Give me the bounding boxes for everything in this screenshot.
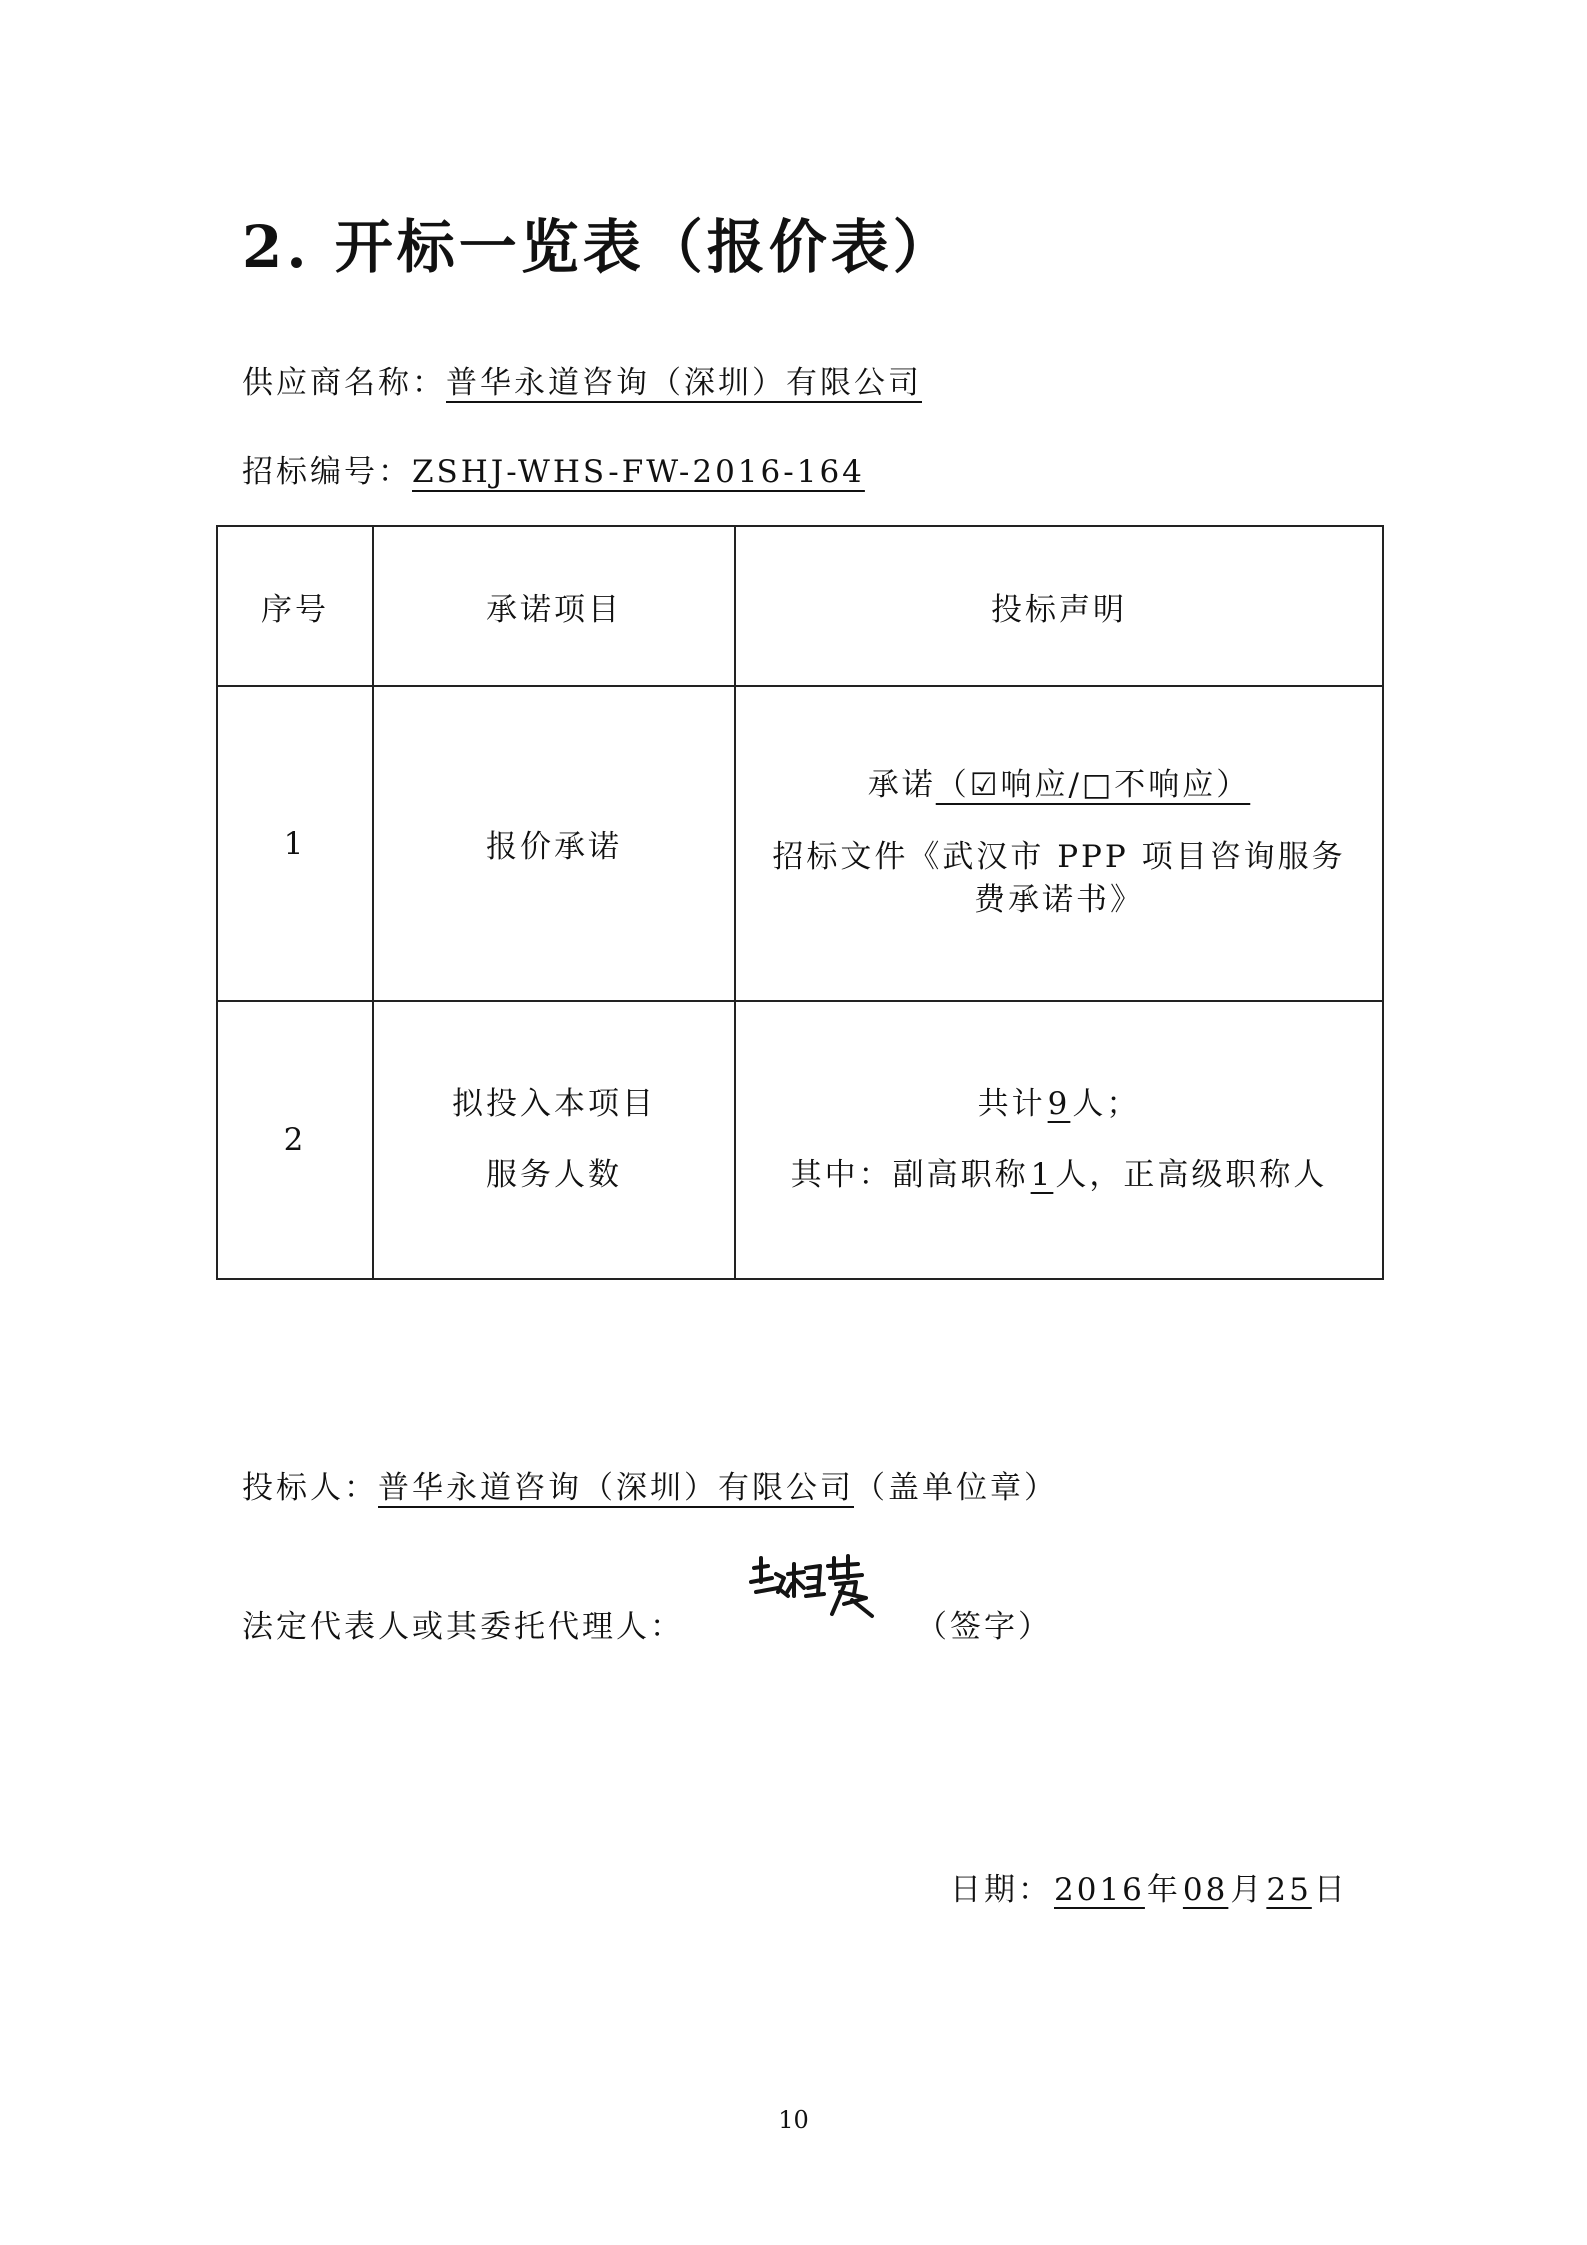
bid-number-label: 招标编号： <box>242 454 412 490</box>
staff-total-suffix: 人； <box>1072 1085 1141 1122</box>
staff-detail-suffix: 人，正高级职称人 <box>1055 1157 1328 1193</box>
date-line <box>950 1864 1348 1909</box>
signature-note: （签字） <box>916 1609 1052 1645</box>
row2-statement <box>735 1001 1383 1279</box>
bidder-name: 普华永道咨询（深圳）有限公司 <box>378 1470 854 1506</box>
bid-number-value: ZSHJ-WHS-FW-2016-164 <box>412 454 865 490</box>
date-day-unit: 日 <box>1313 1872 1348 1908</box>
supplier-label: 供应商名称： <box>242 365 446 401</box>
table-row <box>217 686 1383 1001</box>
staff-detail-line <box>754 1154 1364 1197</box>
supplier-line <box>242 357 922 402</box>
page-title: 2. 开标一览表（报价表） <box>242 213 955 281</box>
date-month-unit: 月 <box>1230 1872 1265 1908</box>
bid-summary-table <box>216 525 1384 1280</box>
bidder-stamp-note: （盖单位章） <box>854 1470 1058 1506</box>
handwritten-signature <box>748 1548 878 1628</box>
tender-doc-line-2: 费承诺书》 <box>974 882 1144 919</box>
header-item: 承诺项目 <box>373 526 735 686</box>
row2-no: 2 <box>217 1001 373 1279</box>
tender-doc-line-1: 招标文件《武汉市 PPP 项目咨询服务 <box>772 838 1346 875</box>
row1-item: 报价承诺 <box>373 686 735 1001</box>
row1-statement <box>735 686 1383 1001</box>
representative-label: 法定代表人或其委托代理人： <box>242 1609 684 1645</box>
row2-item-line-1: 拟投入本项目 <box>452 1085 656 1122</box>
commitment-choice: （☑响应/□不响应） <box>935 767 1251 804</box>
row2-item-line-2: 服务人数 <box>486 1157 622 1193</box>
bid-number-line <box>242 446 865 491</box>
date-month: 08 <box>1182 1872 1229 1908</box>
table-row <box>217 1001 1383 1279</box>
commitment-prefix: 承诺 <box>867 767 936 804</box>
date-year: 2016 <box>1054 1872 1145 1908</box>
bidder-line <box>242 1462 1058 1507</box>
staff-total-line <box>754 1083 1364 1126</box>
row2-item <box>373 1001 735 1279</box>
date-day: 25 <box>1266 1872 1312 1908</box>
date-year-unit: 年 <box>1146 1872 1181 1908</box>
date-label: 日期： <box>950 1872 1052 1908</box>
staff-total-prefix: 共计 <box>977 1085 1046 1122</box>
page-number: 10 <box>778 2106 809 2134</box>
row1-no: 1 <box>217 686 373 1001</box>
staff-total-value: 9 <box>1047 1085 1071 1122</box>
supplier-name: 普华永道咨询（深圳）有限公司 <box>446 365 922 401</box>
staff-detail-value: 1 <box>1030 1157 1054 1193</box>
header-no: 序号 <box>217 526 373 686</box>
bidder-label: 投标人： <box>242 1470 378 1506</box>
header-statement: 投标声明 <box>735 526 1383 686</box>
table-header-row <box>217 526 1383 686</box>
staff-detail-prefix: 其中：副高职称 <box>790 1157 1029 1193</box>
commitment-line <box>754 764 1364 807</box>
